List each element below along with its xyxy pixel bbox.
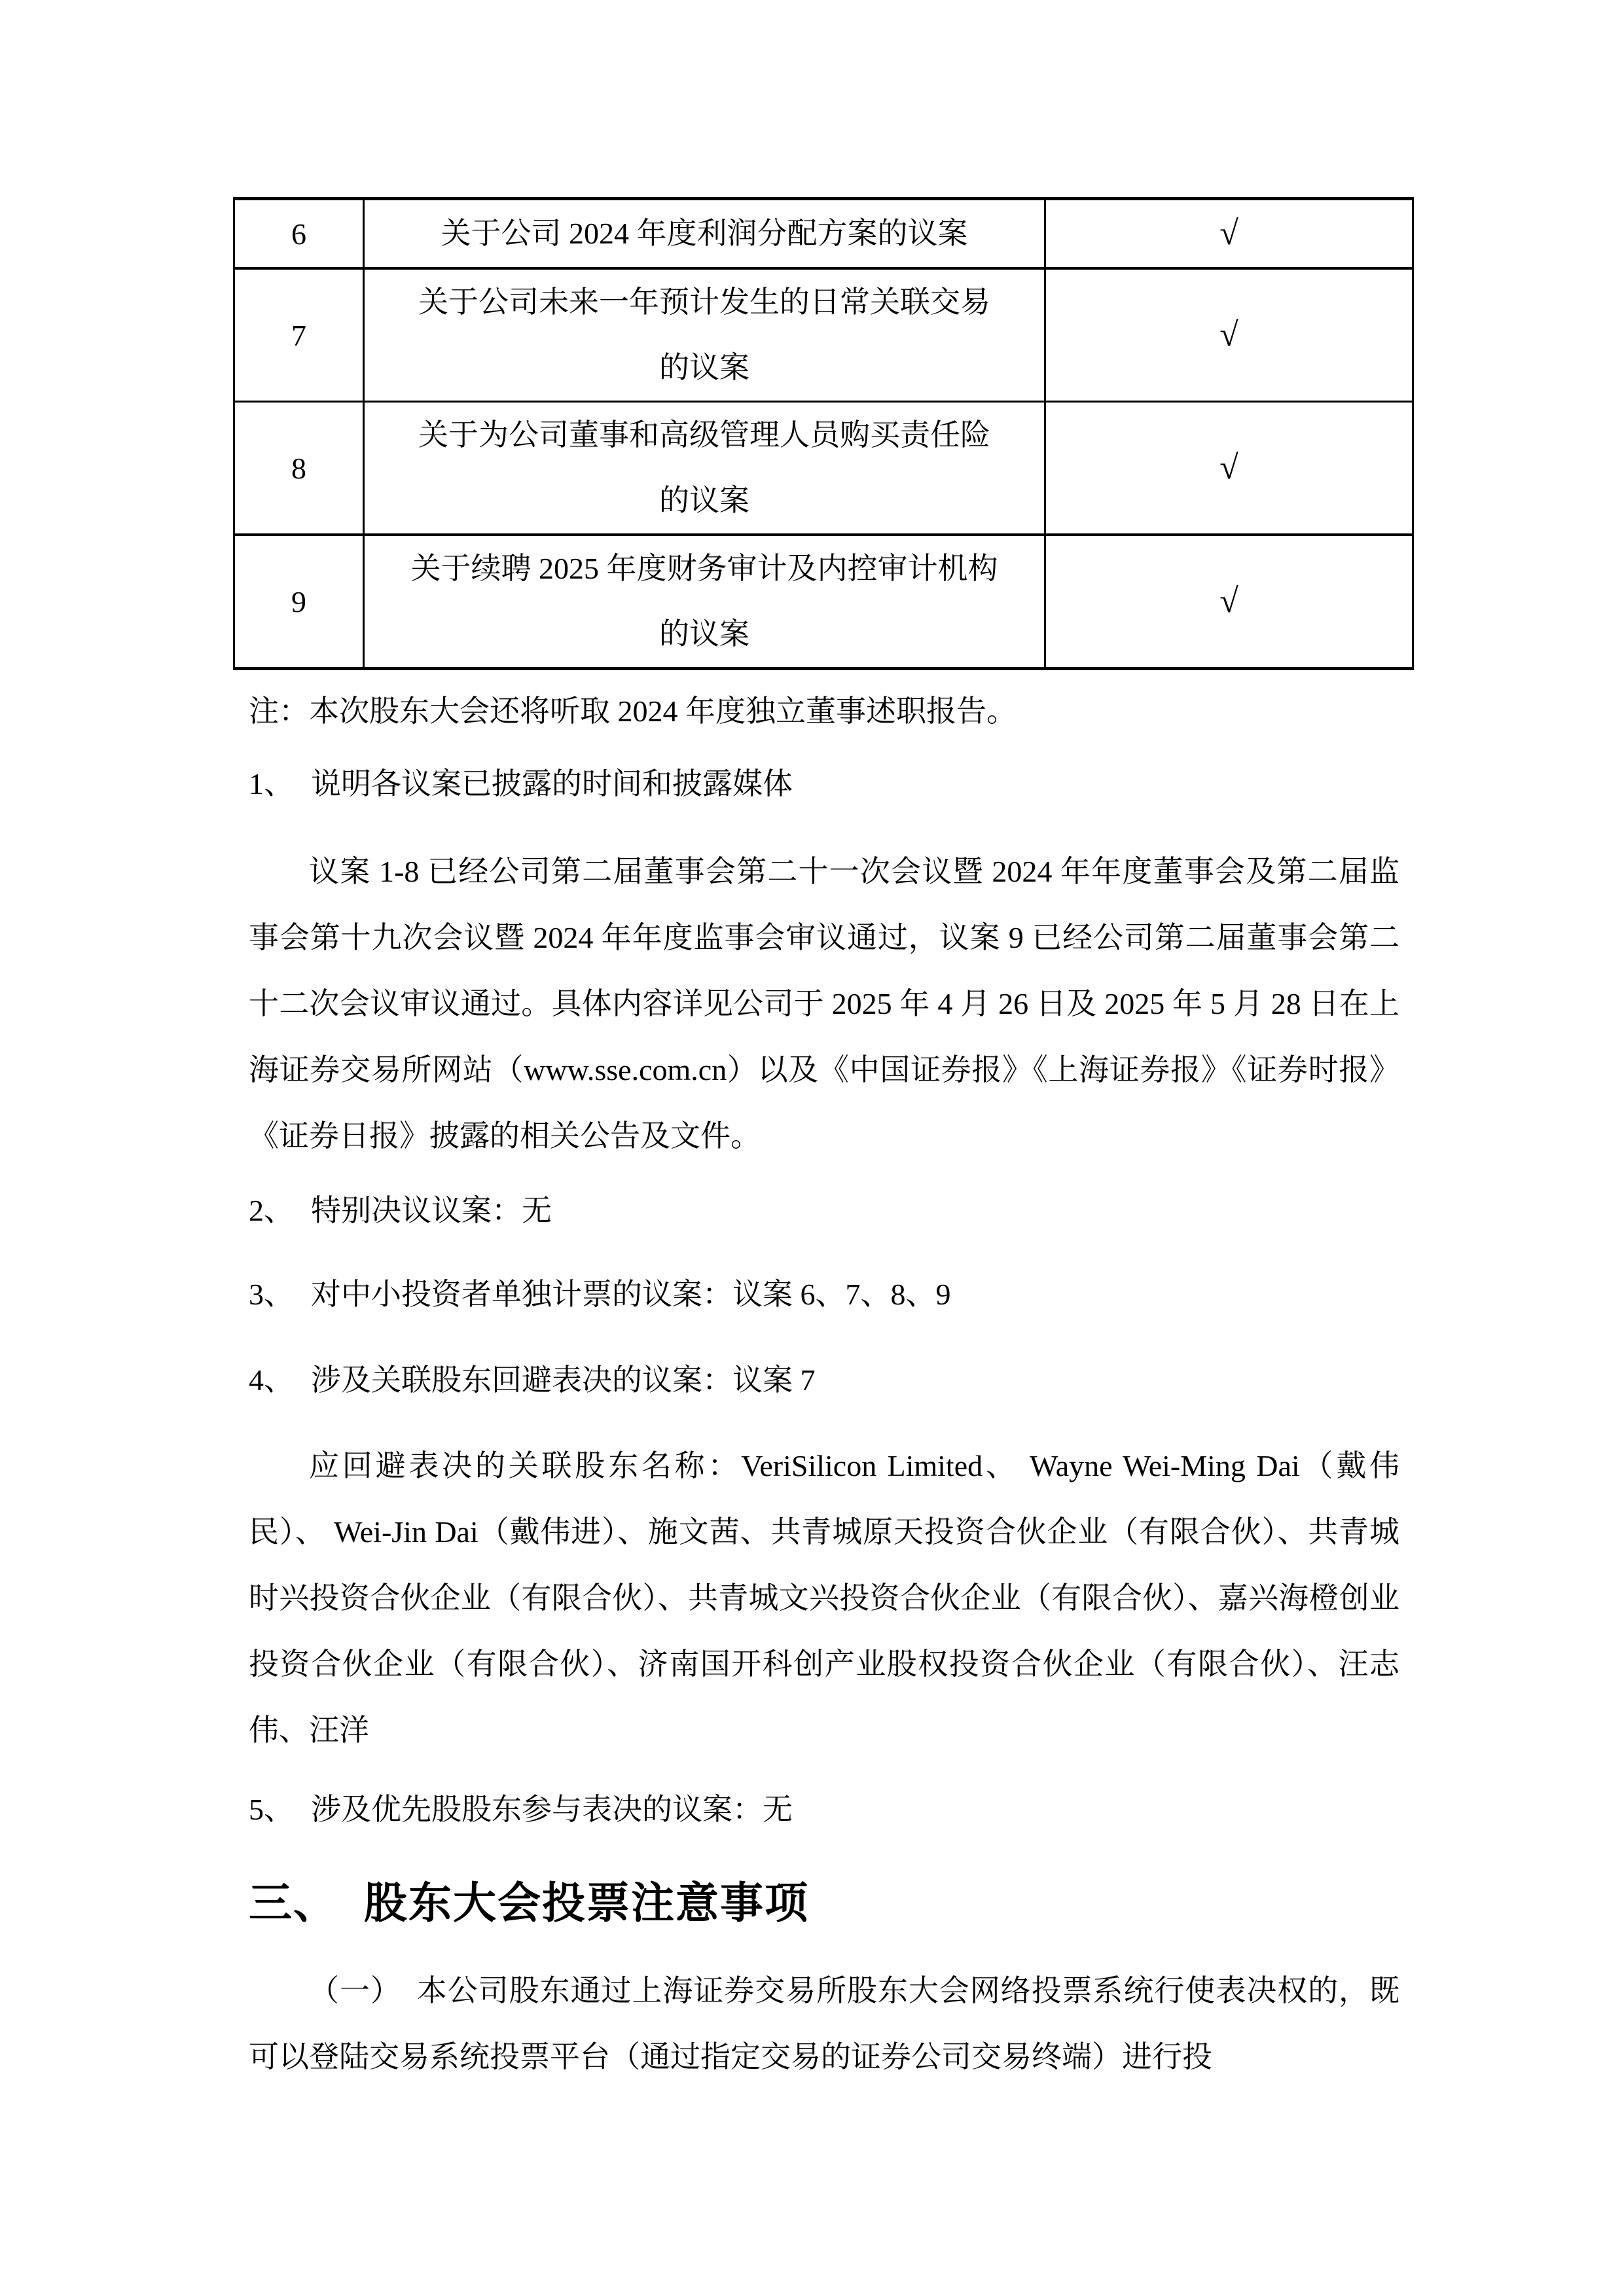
section-heading (249, 1862, 1399, 1943)
list-item-1 (249, 751, 1399, 817)
proposal-number: 8 (234, 402, 364, 535)
list-item-3-text: 对中小投资者单独计票的议案：议案 6、7、8、9 (311, 1278, 951, 1311)
list-item-5 (249, 1776, 1399, 1842)
proposal-number: 7 (234, 268, 364, 402)
proposal-title-line: 关于公司 2024 年度利润分配方案的议案 (441, 217, 968, 250)
disclosure-paragraph: 议案 1-8 已经公司第二届董事会第二十一次会议暨 2024 年年度董事会及第二届监事会第十九次会议暨 2024 年年度监事会审议通过，议案 9 已经公司第二届董事会第二十二次会议审议通过。具体内容详见公司于 2025 年 4 月 26 日及 2025 年 5 月 28 日在上海证券交易所网站（www.sse.com.cn）以及《中国证券报》《上海证券报》《证券时报》《证券日报》披露的相关公告及文件。 (249, 855, 1399, 1153)
list-item-5-text: 涉及优先股股东参与表决的议案：无 (311, 1793, 793, 1826)
proposal-title-line: 的议案 (659, 351, 749, 384)
check-mark: √ (1219, 215, 1238, 252)
check-mark: √ (1219, 583, 1238, 620)
proposal-title (364, 535, 1045, 669)
proposal-title-line: 关于为公司董事和高级管理人员购买责任险 (418, 418, 990, 452)
table-row (234, 535, 1413, 669)
table-row (234, 268, 1413, 402)
voting-notice-paragraph: （一） 本公司股东通过上海证券交易所股东大会网络投票系统行使表决权的，既可以登陆交易系统投票平台（通过指定交易的证券公司交易终端）进行投 (249, 1974, 1399, 2073)
list-item-1-number: 1、 (249, 767, 294, 800)
list-item-3-number: 3、 (249, 1278, 294, 1311)
list-item-4-text: 涉及关联股东回避表决的议案：议案 7 (311, 1363, 816, 1397)
vote-cell (1045, 268, 1413, 402)
avoidance-paragraph: 应回避表决的关联股东名称：VeriSilicon Limited、 Wayne Wei-Ming Dai（戴伟民）、 Wei-Jin Dai（戴伟进）、施文茜、共青城原天投资合伙企业（有限合伙）、共青城时兴投资合伙企业（有限合伙）、共青城文兴投资合伙企业（有限合伙）、嘉兴海橙创业投资合伙企业（有限合伙）、济南国开科创产业股权投资合伙企业（有限合伙）、汪志伟、汪洋 (249, 1449, 1399, 1747)
vote-cell (1045, 535, 1413, 669)
list-item-2-text: 特别决议议案：无 (311, 1194, 552, 1227)
proposal-number: 9 (234, 535, 364, 669)
section-heading-number: 三、 (249, 1878, 338, 1927)
proposal-title (364, 199, 1045, 269)
check-mark: √ (1219, 316, 1238, 353)
proposal-title (364, 268, 1045, 402)
proposal-title-line: 关于公司未来一年预计发生的日常关联交易 (418, 285, 990, 319)
vote-cell (1045, 402, 1413, 535)
section-heading-title: 股东大会投票注意事项 (364, 1878, 809, 1927)
table-row (234, 402, 1413, 535)
proposal-title (364, 402, 1045, 535)
proposal-title-line: 关于续聘 2025 年度财务审计及内控审计机构 (410, 552, 998, 585)
list-item-2-number: 2、 (249, 1194, 294, 1227)
vote-cell (1045, 199, 1413, 269)
table-row (234, 199, 1413, 269)
check-mark: √ (1219, 449, 1238, 486)
proposal-title-line: 的议案 (659, 617, 749, 651)
list-item-3 (249, 1261, 1399, 1327)
list-item-5-number: 5、 (249, 1793, 294, 1826)
page-content (249, 197, 1399, 2090)
note-text: 注：本次股东大会还将听取 2024 年度独立董事述职报告。 (249, 694, 1017, 728)
list-item-1-text: 说明各议案已披露的时间和披露媒体 (311, 767, 793, 800)
list-item-4-number: 4、 (249, 1363, 294, 1397)
proposal-number: 6 (234, 199, 364, 269)
list-item-4 (249, 1347, 1399, 1413)
proposal-title-line: 的议案 (659, 484, 749, 517)
proposal-table (233, 197, 1414, 670)
list-item-2 (249, 1177, 1399, 1244)
